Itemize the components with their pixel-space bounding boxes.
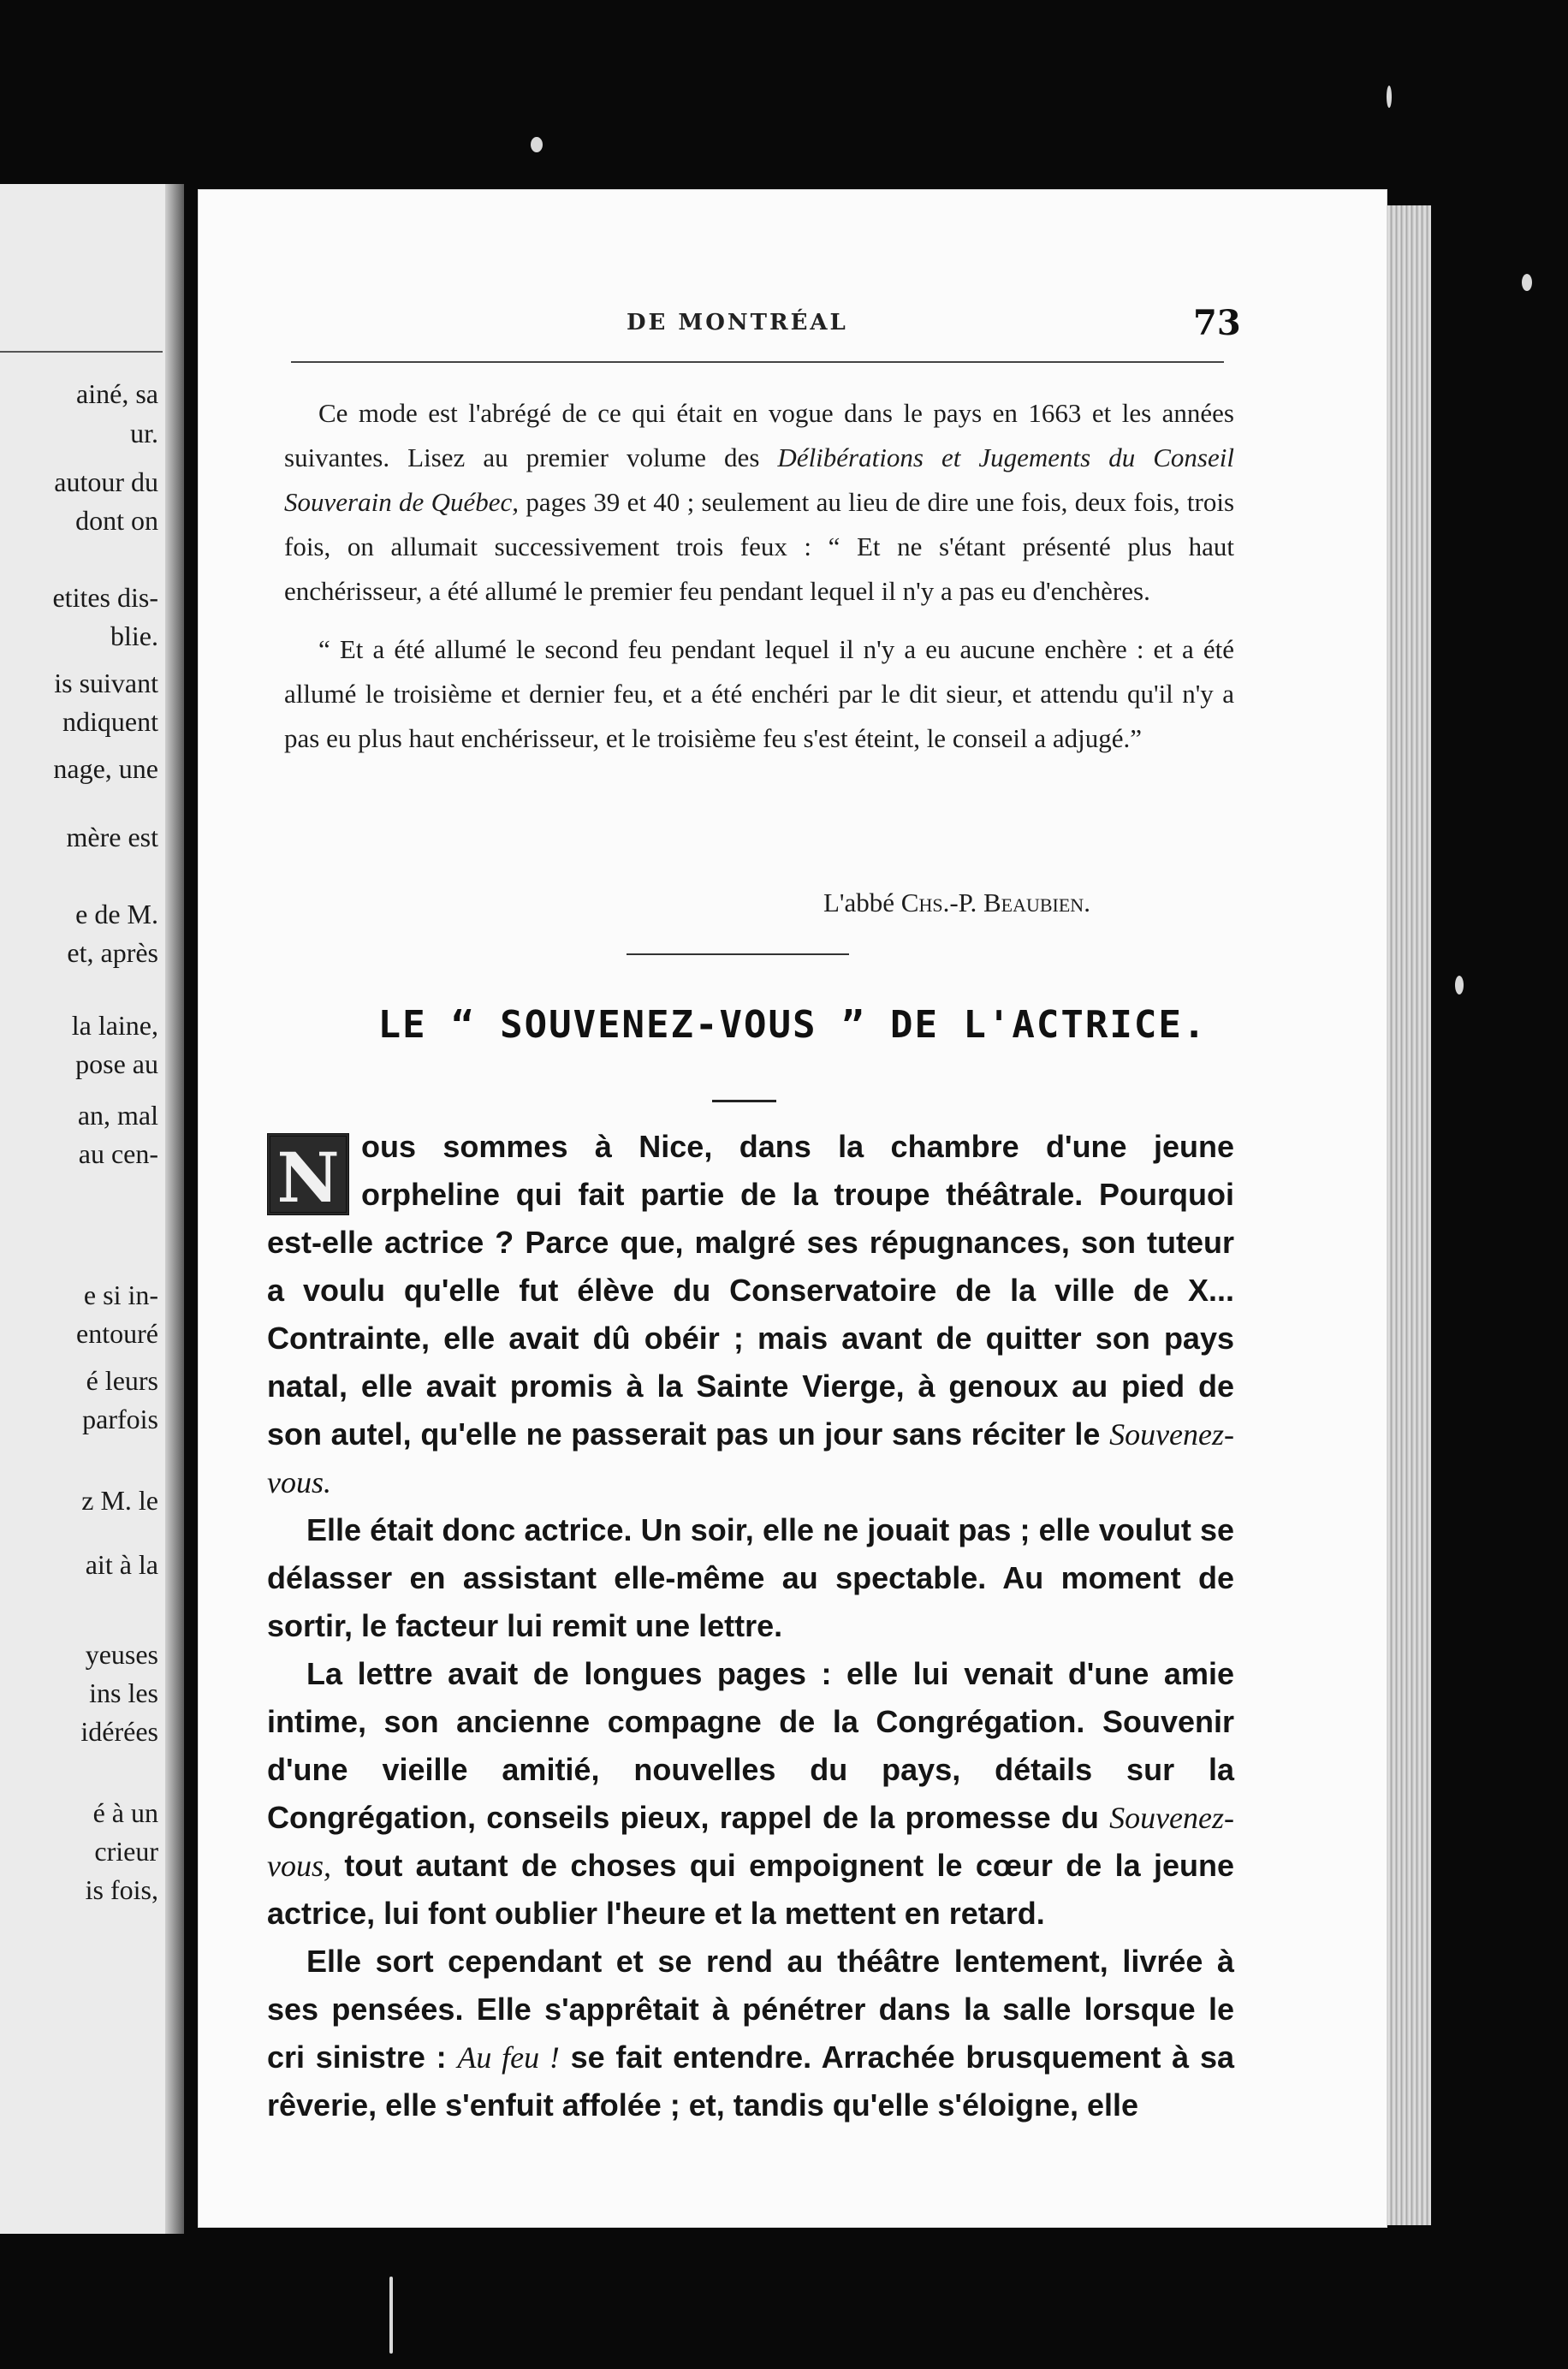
title-underline <box>712 1100 776 1102</box>
header-rule <box>291 361 1224 363</box>
excerpt-paragraph <box>284 391 1234 614</box>
previous-page-line: e si in- <box>83 1279 158 1310</box>
article-text: ous sommes à Nice, dans la chambre d'une jeune orpheline qui fait partie de la troupe théâtrale. Pourquoi est-elle actrice ? Parce que, malgré ses répugnances, son tuteur a voulu qu'elle fut élève du Conservatoire de la ville de X... Contrainte, elle avait dû obéir ; mais avant de quitter son pays natal, elle avait promis à la Sainte Vierge, à genoux au pied de son autel, qu'elle ne passerait pas un jour sans réciter le <box>267 1129 1234 1452</box>
previous-page-line: et, après <box>67 937 158 968</box>
previous-page-fragment <box>0 184 184 2234</box>
article-text: tout autant de choses qui empoignent le cœur de la jeune actrice, lui font oublier l'heure et la mettent en retard. <box>267 1848 1234 1931</box>
excerpt-paragraph: “ Et a été allumé le second feu pendant lequel il n'y a eu aucune enchère : et a été allumé le troisième et dernier feu, et a été enchéri par le dit sieur, et attendu qu'il n'y a pas eu plus haut enchérisseur, et le troisième feu s'est éteint, le conseil a adjugé.” <box>284 634 1234 753</box>
book-gutter <box>165 184 184 2234</box>
article-text: Elle sort cependant et se rend au théâtre lentement, livrée à ses pensées. Elle s'apprêtait à pénétrer dans la salle lorsque le cri sinistre : <box>267 1944 1234 2075</box>
previous-page-line: etites dis- <box>52 582 158 613</box>
article-italic: Au feu ! <box>457 2040 560 2075</box>
signature-prefix: L'abbé <box>823 888 901 917</box>
previous-page-line: ait à la <box>85 1549 158 1580</box>
previous-page-line: la laine, <box>71 1010 158 1041</box>
excerpt-italic-title: Délibérations et Jugements du Conseil Souverain de Québec, <box>284 442 1234 517</box>
previous-page-line: z M. le <box>81 1485 158 1516</box>
previous-page-line: blie. <box>110 620 158 651</box>
article-italic: Souvenez-vous, <box>267 1801 1234 1883</box>
article-text: La lettre avait de longues pages : elle lui venait d'une amie intime, son ancienne compagne de la Congrégation. Souvenir d'une vieille amitié, nouvelles du pays, détails sur la Congrégation, conseils pieux, rappel de la promesse du <box>267 1656 1234 1835</box>
excerpt-text: pages 39 et 40 ; seulement au lieu de dire une fois, deux fois, trois fois, on allumait successivement trois feux : “ Et ne s'étant présenté plus haut enchérisseur, a été allumé le premier feu pendant lequel il n'y a pas eu d'enchères. <box>284 487 1235 606</box>
previous-page-line: ainé, sa <box>76 378 158 409</box>
author-signature <box>823 888 1090 918</box>
book-page <box>199 190 1387 2227</box>
article-italic: Souvenez-vous. <box>267 1417 1234 1499</box>
previous-page-line: yeuses <box>85 1639 158 1670</box>
section-divider <box>627 953 849 955</box>
previous-page-line: is suivant <box>54 668 158 698</box>
article-paragraph <box>267 1123 1234 1506</box>
article-title: LE “ SOUVENEZ-VOUS ” DE L'ACTRICE. <box>377 1003 1208 1047</box>
film-speck <box>1387 86 1392 108</box>
previous-page-line: ur. <box>130 418 158 448</box>
film-speck <box>531 137 543 152</box>
ornamental-dropcap: N <box>267 1133 349 1215</box>
previous-page-line: é à un <box>92 1797 158 1828</box>
previous-page-line: ndiquent <box>62 706 158 737</box>
previous-page-line: idérées <box>80 1716 158 1747</box>
previous-page-line: pose au <box>75 1048 158 1079</box>
previous-page-line: entouré <box>76 1318 158 1349</box>
article-body <box>267 1123 1234 2129</box>
film-speck <box>1455 976 1464 995</box>
previous-page-line: mère est <box>66 822 158 852</box>
previous-page-line: au cen- <box>78 1138 158 1169</box>
article-paragraph: Elle était donc actrice. Un soir, elle ne jouait pas ; elle voulut se délasser en assistant elle-même au spectable. Au moment de sortir, le facteur lui remit une lettre. <box>267 1512 1234 1643</box>
running-head <box>199 303 1387 353</box>
previous-page-line: é leurs <box>86 1365 158 1396</box>
page-number: 73 <box>1193 303 1241 343</box>
film-speck <box>1522 274 1532 291</box>
running-title: DE MONTRÉAL <box>627 310 848 335</box>
signature-name: Chs.-P. Beaubien. <box>900 888 1090 917</box>
previous-page-line: is fois, <box>85 1874 158 1905</box>
previous-page-line: dont on <box>75 505 158 536</box>
previous-page-line: nage, une <box>53 753 158 784</box>
previous-page-line: parfois <box>82 1404 158 1434</box>
article-paragraph <box>267 1650 1234 1938</box>
excerpt-text: Ce mode est l'abrégé de ce qui était en vogue dans le pays en 1663 et les années suivantes. Lisez au premier volume des <box>284 398 1234 472</box>
previous-page-line: autour du <box>54 466 158 497</box>
film-speck <box>389 2277 393 2354</box>
article-paragraph <box>267 1938 1234 2129</box>
previous-page-rule <box>0 351 163 353</box>
quoted-excerpt <box>284 391 1234 761</box>
previous-page-line: crieur <box>94 1836 158 1867</box>
previous-page-line: ins les <box>89 1677 158 1708</box>
previous-page-line: an, mal <box>77 1100 158 1131</box>
previous-page-line: e de M. <box>75 899 158 929</box>
article-text: se fait entendre. Arrachée brusquement à sa rêverie, elle s'enfuit affolée ; et, tandis qu'elle s'éloigne, elle <box>267 2039 1234 2123</box>
